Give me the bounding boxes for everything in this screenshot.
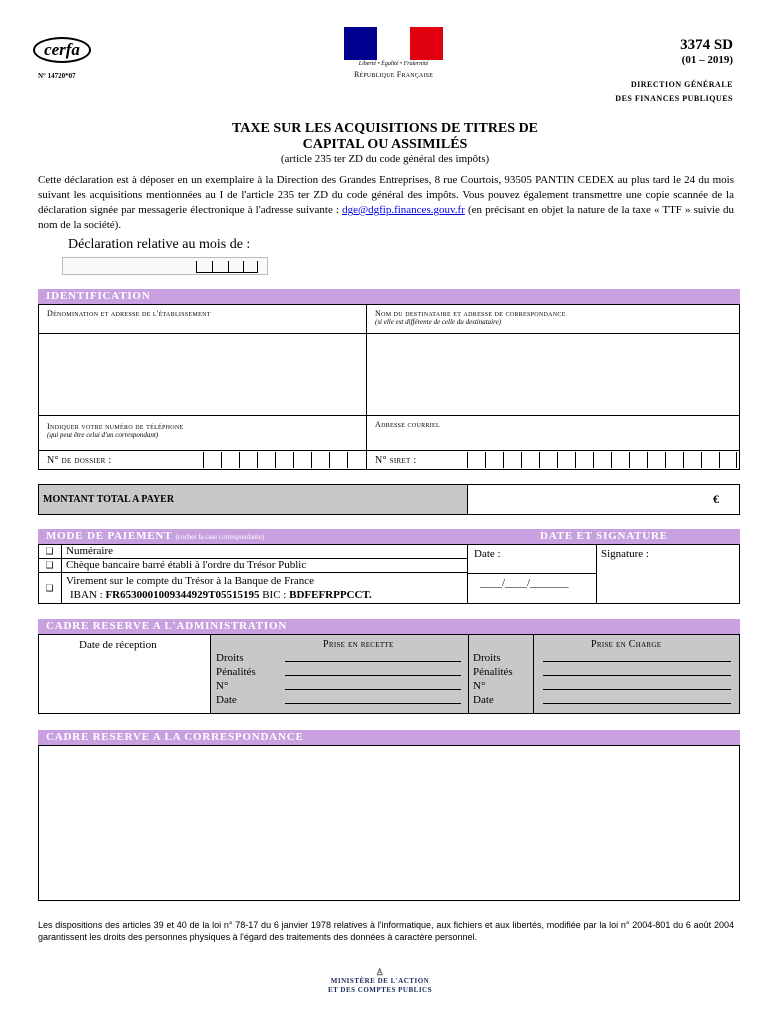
ministry-emblem-icon: ♙ — [375, 967, 385, 977]
payment-heading-text: MODE DE PAIEMENT — [46, 530, 173, 542]
checkbox-transfer[interactable]: ❑ — [38, 573, 62, 604]
recette-fields — [216, 651, 256, 707]
charge-lines — [543, 653, 731, 704]
payment-option-transfer[interactable] — [38, 573, 468, 604]
dgfip-line-2: DES FINANCES PUBLIQUES — [615, 94, 733, 103]
field-numero: N° — [473, 680, 486, 692]
intro-paragraph — [38, 173, 734, 233]
republic-logo — [344, 27, 443, 60]
page-title-line-1: TAXE SUR LES ACQUISITIONS DE TITRES DE — [231, 121, 539, 136]
iban-label: IBAN : — [70, 589, 103, 601]
recette-heading: Prise en recette — [323, 639, 394, 650]
identification-section — [38, 289, 740, 304]
reception-label: Date de réception — [79, 639, 157, 651]
form-number: N° 14720*07 — [38, 72, 76, 80]
payment-option-cash[interactable] — [38, 544, 468, 559]
total-label: MONTANT TOTAL A PAYER — [43, 494, 175, 505]
divider — [533, 635, 534, 713]
euro-symbol: € — [713, 492, 719, 506]
phone-field[interactable] — [38, 415, 367, 451]
recette-lines — [285, 653, 461, 704]
checkbox-cheque[interactable]: ❑ — [38, 559, 62, 572]
denomination-field[interactable] — [38, 304, 367, 416]
signature-field[interactable] — [596, 544, 740, 604]
republic-name: République Française — [353, 70, 434, 79]
recipient-label: Nom du destinataire et adresse de correspondance — [375, 309, 566, 318]
charge-heading: Prise en Charge — [591, 639, 662, 650]
form-version: (01 – 2019) — [681, 54, 733, 66]
ministry-line-1: MINISTÈRE DE L'ACTION — [330, 977, 430, 985]
date-field[interactable] — [467, 544, 597, 604]
dossier-label: N° de dossier : — [47, 455, 112, 466]
signature-heading: DATE ET SIGNATURE — [468, 529, 740, 544]
field-penalites: Pénalités — [473, 666, 513, 678]
iban-line: IBAN : FR6530001009344929T05515195 BIC : BDFEFRPPCCT. — [70, 589, 372, 601]
correspondence-heading: CADRE RESERVE A LA CORRESPONDANCE — [38, 730, 740, 745]
payment-option-cheque[interactable] — [38, 559, 468, 573]
dgfip-label — [615, 78, 733, 106]
email-label: Adresse courriel — [375, 420, 440, 429]
correspondence-field[interactable] — [38, 745, 740, 901]
field-date: Date — [216, 694, 237, 706]
identification-heading: IDENTIFICATION — [38, 289, 740, 304]
divider — [38, 333, 740, 334]
signature-label: Signature : — [601, 548, 649, 560]
page-subtitle: (article 235 ter ZD du code général des impôts) — [280, 153, 490, 165]
siret-field[interactable] — [366, 450, 740, 470]
field-penalites: Pénalités — [216, 666, 256, 678]
charge-block — [468, 634, 740, 714]
divider — [468, 573, 596, 574]
dgfip-line-1: DIRECTION GÉNÉRALE — [630, 80, 733, 89]
payment-heading-note: (cocher la case correspondante) — [175, 533, 265, 541]
phone-label: Indiquer votre numéro de téléphone — [47, 422, 184, 431]
charge-fields — [473, 651, 513, 707]
payment-option-list — [38, 544, 468, 604]
bic-label: BIC : — [262, 589, 287, 601]
denomination-label: Dénomination et adresse de l'établissement — [47, 309, 211, 318]
date-label: Date : — [474, 548, 501, 560]
recipient-sublabel: (si elle est différente de celle du destinataire) — [375, 318, 502, 326]
payment-option-label: Chèque bancaire barré établi à l'ordre du Trésor Public — [66, 559, 307, 571]
cerfa-logo: cerfa — [33, 37, 91, 63]
dossier-digit-boxes — [203, 452, 365, 468]
payment-heading — [38, 529, 468, 544]
month-digit-boxes — [196, 261, 258, 273]
total-label-cell — [38, 484, 468, 515]
payment-option-label: Virement sur le compte du Trésor à la Banque de France — [66, 575, 314, 587]
ministry-logo — [310, 968, 450, 995]
intro-text-end: (en précisant en objet la nature de la taxe « TTF » suivie du nom de la société). — [38, 204, 734, 231]
admin-heading: CADRE RESERVE A L'ADMINISTRATION — [38, 619, 740, 634]
email-field[interactable] — [366, 415, 740, 451]
declaration-month-label: Déclaration relative au mois de : — [68, 237, 251, 252]
recette-block — [210, 634, 469, 714]
field-numero: N° — [216, 680, 229, 692]
payment-option-label: Numéraire — [66, 545, 114, 557]
total-amount-field[interactable] — [467, 484, 740, 515]
reception-date-field — [38, 634, 211, 714]
recipient-field[interactable] — [366, 304, 740, 416]
iban-value: FR6530001009344929T05515195 — [105, 589, 260, 601]
form-code: 3374 SD — [680, 37, 733, 53]
payment-transfer-details — [62, 573, 372, 604]
page-title-line-2: CAPITAL OU ASSIMILÉS — [302, 137, 468, 152]
email-link[interactable]: dge@dgfip.finances.gouv.fr — [342, 204, 465, 216]
date-placeholder: ____/____/_______ — [480, 577, 569, 589]
intro-text: Cette déclaration est à déposer en un exemplaire à la Direction des Grandes Entreprises, 8 rue Courtois, 93505 PANTIN CEDEX au plus tard le 24 du mois suivant les acquisitions mentionnées au I de l'article 235 ter ZD du code général des impôts. Vous pouvez également transmettre une copie scannée de la déclaration signée par messagerie électronique à l'adresse suivante : — [38, 174, 734, 216]
privacy-notice: Les dispositions des articles 39 et 40 de la loi n° 78-17 du 6 janvier 1978 relatives à l'informatique, aux fichiers et aux libertés, modifiée par la loi n° 2004-801 du 6 août 2004 garantissent les droits des personnes physiques à l'égard des traitements des données à caractère personnel. — [38, 920, 734, 942]
siret-label: N° siret : — [375, 455, 417, 466]
ministry-line-2: ET DES COMPTES PUBLICS — [327, 986, 433, 994]
field-droits: Droits — [473, 652, 501, 664]
field-date: Date — [473, 694, 494, 706]
dossier-field[interactable] — [38, 450, 367, 470]
checkbox-cash[interactable]: ❑ — [38, 544, 62, 558]
republic-motto: Liberté • Égalité • Fraternité — [358, 61, 429, 67]
siret-digit-boxes — [467, 452, 737, 468]
field-droits: Droits — [216, 652, 244, 664]
phone-sublabel: (qui peut être celui d'un correspondant) — [47, 431, 159, 439]
bic-value: BDFEFRPPCCT — [289, 589, 369, 601]
